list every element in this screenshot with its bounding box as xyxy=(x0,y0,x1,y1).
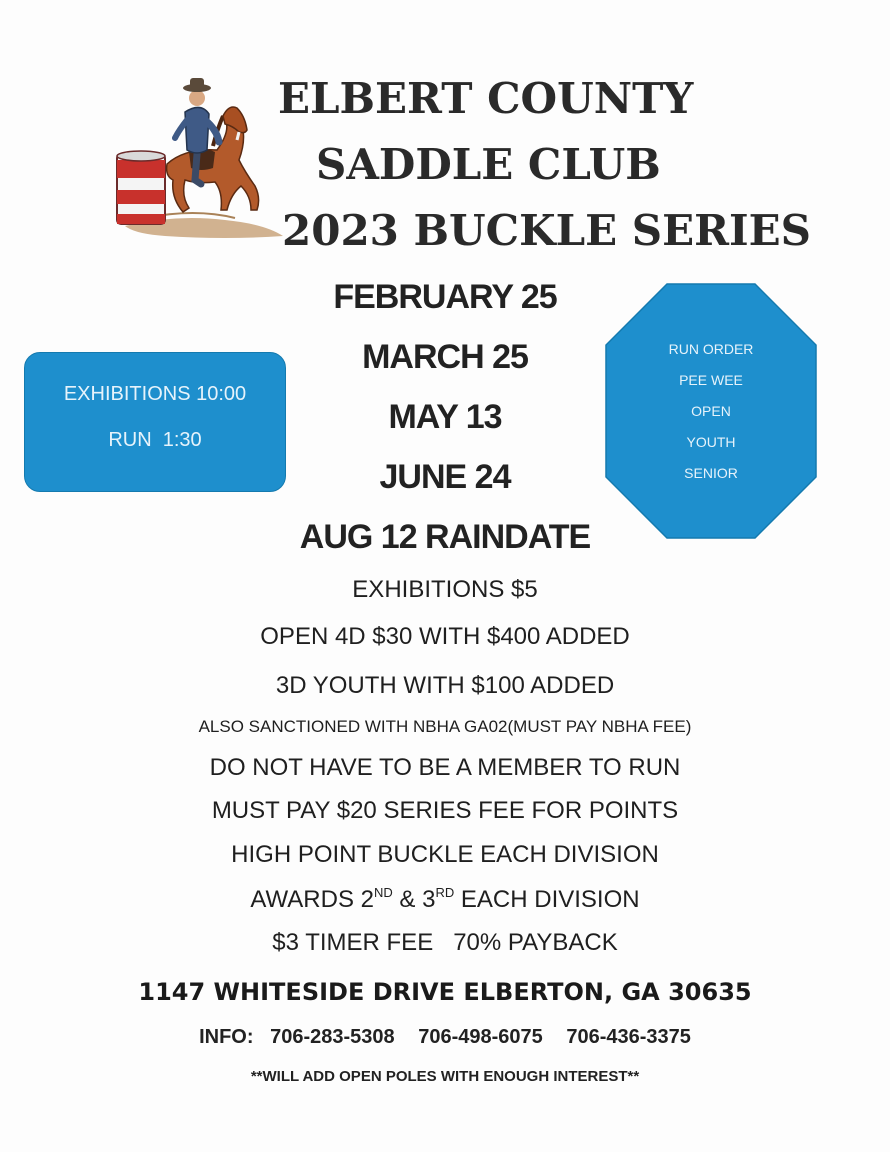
date-2: MARCH 25 xyxy=(362,338,528,376)
barrel-racer-horse-icon xyxy=(105,68,285,246)
run-order-item: PEE WEE xyxy=(679,372,743,388)
exhibitions-time: EXHIBITIONS 10:00 xyxy=(63,383,247,405)
exhibitions-fee: EXHIBITIONS $5 xyxy=(352,576,538,603)
date-3: MAY 13 xyxy=(388,398,502,436)
title-line-3: 2023 BUCKLE SERIES xyxy=(282,206,811,255)
awards-mid: & 3 xyxy=(392,886,436,913)
footer-note: **WILL ADD OPEN POLES WITH ENOUGH INTEREST** xyxy=(250,1068,640,1085)
awards-prefix: AWARDS 2 xyxy=(250,886,374,913)
run-order-title: RUN ORDER xyxy=(668,341,754,357)
run-time: RUN 1:30 xyxy=(108,429,202,451)
title-line-1: ELBERT COUNTY xyxy=(278,74,694,123)
awards-sup-2: RD xyxy=(435,885,455,900)
run-order-item: SENIOR xyxy=(684,465,738,481)
awards-line xyxy=(0,885,890,914)
awards-suffix: EACH DIVISION xyxy=(454,886,640,913)
series-fee: MUST PAY $20 SERIES FEE FOR POINTS xyxy=(211,797,679,824)
date-1: FEBRUARY 25 xyxy=(333,278,557,316)
address: 1147 WHITESIDE DRIVE ELBERTON, GA 30635 xyxy=(138,978,752,1006)
membership-note: DO NOT HAVE TO BE A MEMBER TO RUN xyxy=(209,754,681,781)
date-4: JUNE 24 xyxy=(379,458,511,496)
rain-date: AUG 12 RAINDATE xyxy=(299,518,591,556)
youth-3d-fee: 3D YOUTH WITH $100 ADDED xyxy=(275,672,615,699)
run-order-octagon xyxy=(605,283,817,539)
nbha-sanction: ALSO SANCTIONED WITH NBHA GA02(MUST PAY NBHA FEE) xyxy=(198,717,692,736)
high-point-buckle: HIGH POINT BUCKLE EACH DIVISION xyxy=(231,841,659,868)
title-line-2: SADDLE CLUB xyxy=(316,140,661,189)
run-order-item: YOUTH xyxy=(686,434,736,450)
awards-sup-1: ND xyxy=(373,885,393,900)
open-4d-fee: OPEN 4D $30 WITH $400 ADDED xyxy=(260,623,630,650)
phone-number: 706-436-3375 xyxy=(566,1026,691,1048)
run-order-item: OPEN xyxy=(691,403,731,419)
phone-number: 706-283-5308 xyxy=(270,1026,395,1048)
timer-fee-payback: $3 TIMER FEE 70% PAYBACK xyxy=(272,929,618,956)
info-label: INFO: xyxy=(199,1026,254,1048)
contact-info xyxy=(0,1026,890,1049)
exhibitions-box xyxy=(24,352,286,492)
phone-number: 706-498-6075 xyxy=(418,1026,543,1048)
